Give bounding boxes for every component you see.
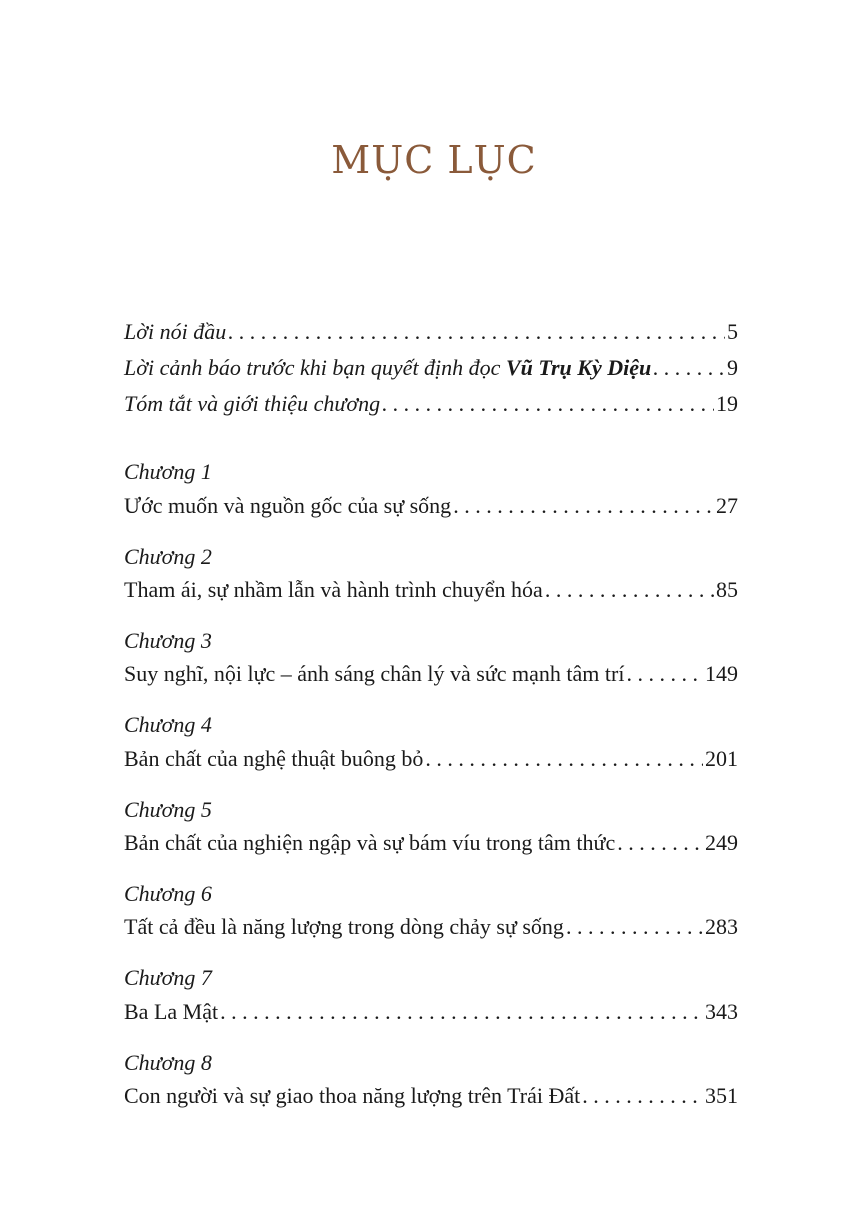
chapter-heading-7: Chương 7 [124, 965, 212, 990]
toc-entry-label: Con người và sự giao thoa năng lượng trên Trái Đất [124, 1083, 581, 1108]
toc-entry-chapter-5[interactable] [124, 829, 738, 857]
toc-entry-label-text: Lời cảnh báo trước khi bạn quyết định đọc [124, 355, 506, 380]
toc-entry-label: Lời nói đầu [124, 319, 227, 344]
toc-entry-chapter-8[interactable] [124, 1082, 738, 1110]
toc-entry-label: Bản chất của nghiện ngập và sự bám víu trong tâm thức [124, 830, 616, 855]
toc-page-number: 351 [705, 1083, 738, 1108]
toc-entry-warning[interactable] [124, 354, 738, 382]
chapter-heading-4: Chương 4 [124, 712, 212, 737]
toc-page-number: 5 [727, 319, 738, 344]
toc-entry-chapter-1[interactable] [124, 492, 738, 520]
toc-entry-label: Suy nghĩ, nội lực – ánh sáng chân lý và sức mạnh tâm trí [124, 661, 625, 686]
toc-page-number: 19 [716, 391, 738, 416]
toc-entry-chapter-2[interactable] [124, 576, 738, 604]
dot-leader [228, 318, 725, 346]
toc-page-number: 249 [705, 830, 738, 855]
toc-page-number: 149 [705, 661, 738, 686]
toc-entry-label: Ba La Mật [124, 999, 219, 1024]
chapter-heading-2: Chương 2 [124, 544, 212, 569]
toc-page-number: 201 [705, 746, 738, 771]
dot-leader [425, 745, 703, 773]
toc-entry-label: Ước muốn và nguồn gốc của sự sống [124, 493, 452, 518]
dot-leader [220, 998, 703, 1026]
toc-entry-label: Tham ái, sự nhầm lẫn và hành trình chuyển hóa [124, 577, 543, 602]
chapter-heading-1: Chương 1 [124, 459, 212, 484]
dot-leader [617, 829, 703, 857]
toc-entry-preface[interactable] [124, 318, 738, 346]
toc-entry-chapter-7[interactable] [124, 998, 738, 1026]
chapter-heading-3: Chương 3 [124, 628, 212, 653]
toc-page-number: 283 [705, 914, 738, 939]
toc-entry-label: Bản chất của nghệ thuật buông bỏ [124, 746, 424, 771]
toc-entry-summary[interactable] [124, 390, 738, 418]
toc-entry-chapter-4[interactable] [124, 745, 738, 773]
toc-page-number: 9 [727, 355, 738, 380]
toc-page-number: 85 [716, 577, 738, 602]
dot-leader [453, 492, 714, 520]
toc-entry-label: Tóm tắt và giới thiệu chương [124, 391, 381, 416]
toc-entry-label: Tất cả đều là năng lượng trong dòng chảy sự sống [124, 914, 564, 939]
chapter-heading-8: Chương 8 [124, 1050, 212, 1075]
toc-entry-label [124, 354, 651, 382]
page-title: MỤC LỤC [331, 138, 537, 182]
dot-leader [566, 913, 703, 941]
toc-page-number: 343 [705, 999, 738, 1024]
dot-leader [653, 354, 725, 382]
dot-leader [545, 576, 714, 604]
chapter-heading-6: Chương 6 [124, 881, 212, 906]
book-title-emphasis: Vũ Trụ Kỳ Diệu [505, 355, 652, 380]
dot-leader [626, 660, 703, 688]
dot-leader [582, 1082, 703, 1110]
toc-entry-chapter-3[interactable] [124, 660, 738, 688]
toc-entry-chapter-6[interactable] [124, 913, 738, 941]
toc-page-number: 27 [716, 493, 738, 518]
chapter-heading-5: Chương 5 [124, 797, 212, 822]
dot-leader [382, 390, 714, 418]
